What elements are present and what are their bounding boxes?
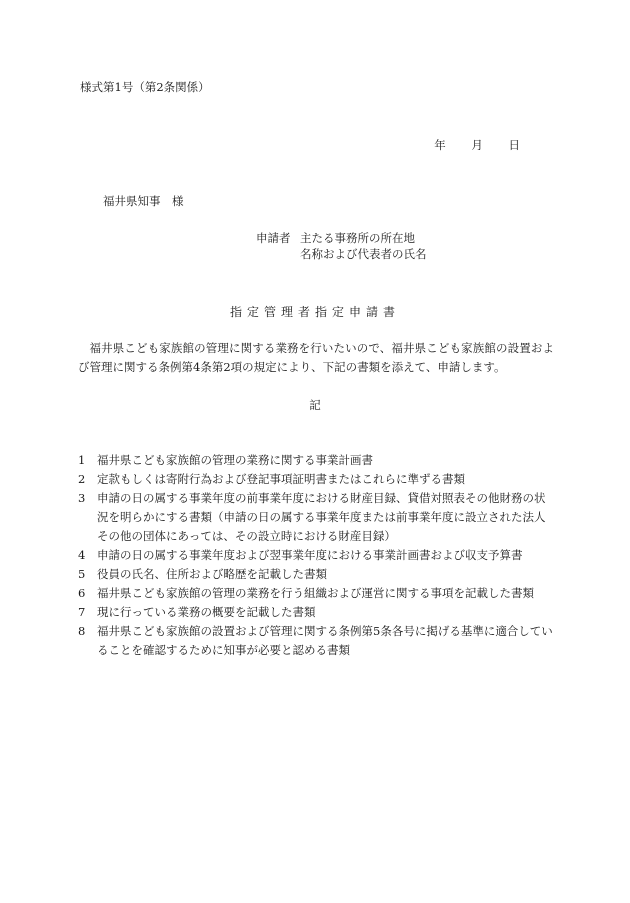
list-item bbox=[78, 470, 554, 489]
list-item-text: 福井県こども家族館の設置および管理に関する条例第5条各号に掲げる基準に適合していることを確認するために知事が必要と認める書類 bbox=[97, 624, 553, 657]
list-item-text: 申請の日の属する事業年度の前事業年度における財産目録、貸借対照表その他財務の状況を明らかにする書類（申請の日の属する事業年度または前事業年度に設立された法人その他の団体にあっては、その設立時における財産目録） bbox=[97, 491, 546, 543]
date-month: 月 bbox=[471, 138, 483, 152]
list-item-text: 定款もしくは寄附行為および登記事項証明書またはこれらに準ずる書類 bbox=[97, 472, 465, 486]
list-item-text: 申請の日の属する事業年度および翌事業年度における事業計画書および収支予算書 bbox=[97, 548, 523, 562]
list-item bbox=[78, 451, 554, 470]
list-item-number: 5 bbox=[78, 567, 86, 581]
list-item-number: 1 bbox=[78, 453, 86, 467]
list-item bbox=[78, 603, 554, 622]
date-year: 年 bbox=[434, 138, 446, 152]
list-item-number: 3 bbox=[78, 491, 86, 505]
date-line bbox=[434, 137, 520, 153]
applicant-block bbox=[256, 230, 427, 262]
list-item bbox=[78, 489, 554, 546]
date-day: 日 bbox=[508, 138, 520, 152]
list-item bbox=[78, 622, 554, 660]
body-paragraph: 福井県こども家族館の管理に関する業務を行いたいので、福井県こども家族館の設置および管理に関する条例第4条第2項の規定により、下記の書類を添えて、申請します。 bbox=[78, 341, 554, 374]
list-item bbox=[78, 546, 554, 565]
list-item-text: 現に行っている業務の概要を記載した書類 bbox=[97, 605, 316, 619]
list-item-text: 福井県こども家族館の管理の業務に関する事業計画書 bbox=[97, 453, 373, 467]
applicant-name: 名称および代表者の氏名 bbox=[300, 247, 427, 261]
list-item-number: 4 bbox=[78, 548, 86, 562]
list-item bbox=[78, 584, 554, 603]
applicant-label: 申請者 bbox=[256, 231, 291, 245]
form-number: 様式第1号（第2条関係） bbox=[80, 80, 210, 94]
list-item-number: 7 bbox=[78, 605, 86, 619]
addressee: 福井県知事 様 bbox=[103, 194, 184, 208]
list-item bbox=[78, 565, 554, 584]
list-item-number: 6 bbox=[78, 586, 86, 600]
list-item-number: 2 bbox=[78, 472, 86, 486]
list-item-text: 福井県こども家族館の管理の業務を行う組織および運営に関する事項を記載した書類 bbox=[97, 586, 534, 600]
attachment-list bbox=[78, 451, 554, 660]
document-title: 指定管理者指定申請書 bbox=[229, 305, 400, 319]
ki-heading: 記 bbox=[309, 398, 321, 412]
list-item-number: 8 bbox=[78, 624, 86, 638]
list-item-text: 役員の氏名、住所および略歴を記載した書類 bbox=[97, 567, 327, 581]
applicant-address: 主たる事務所の所在地 bbox=[300, 231, 415, 245]
